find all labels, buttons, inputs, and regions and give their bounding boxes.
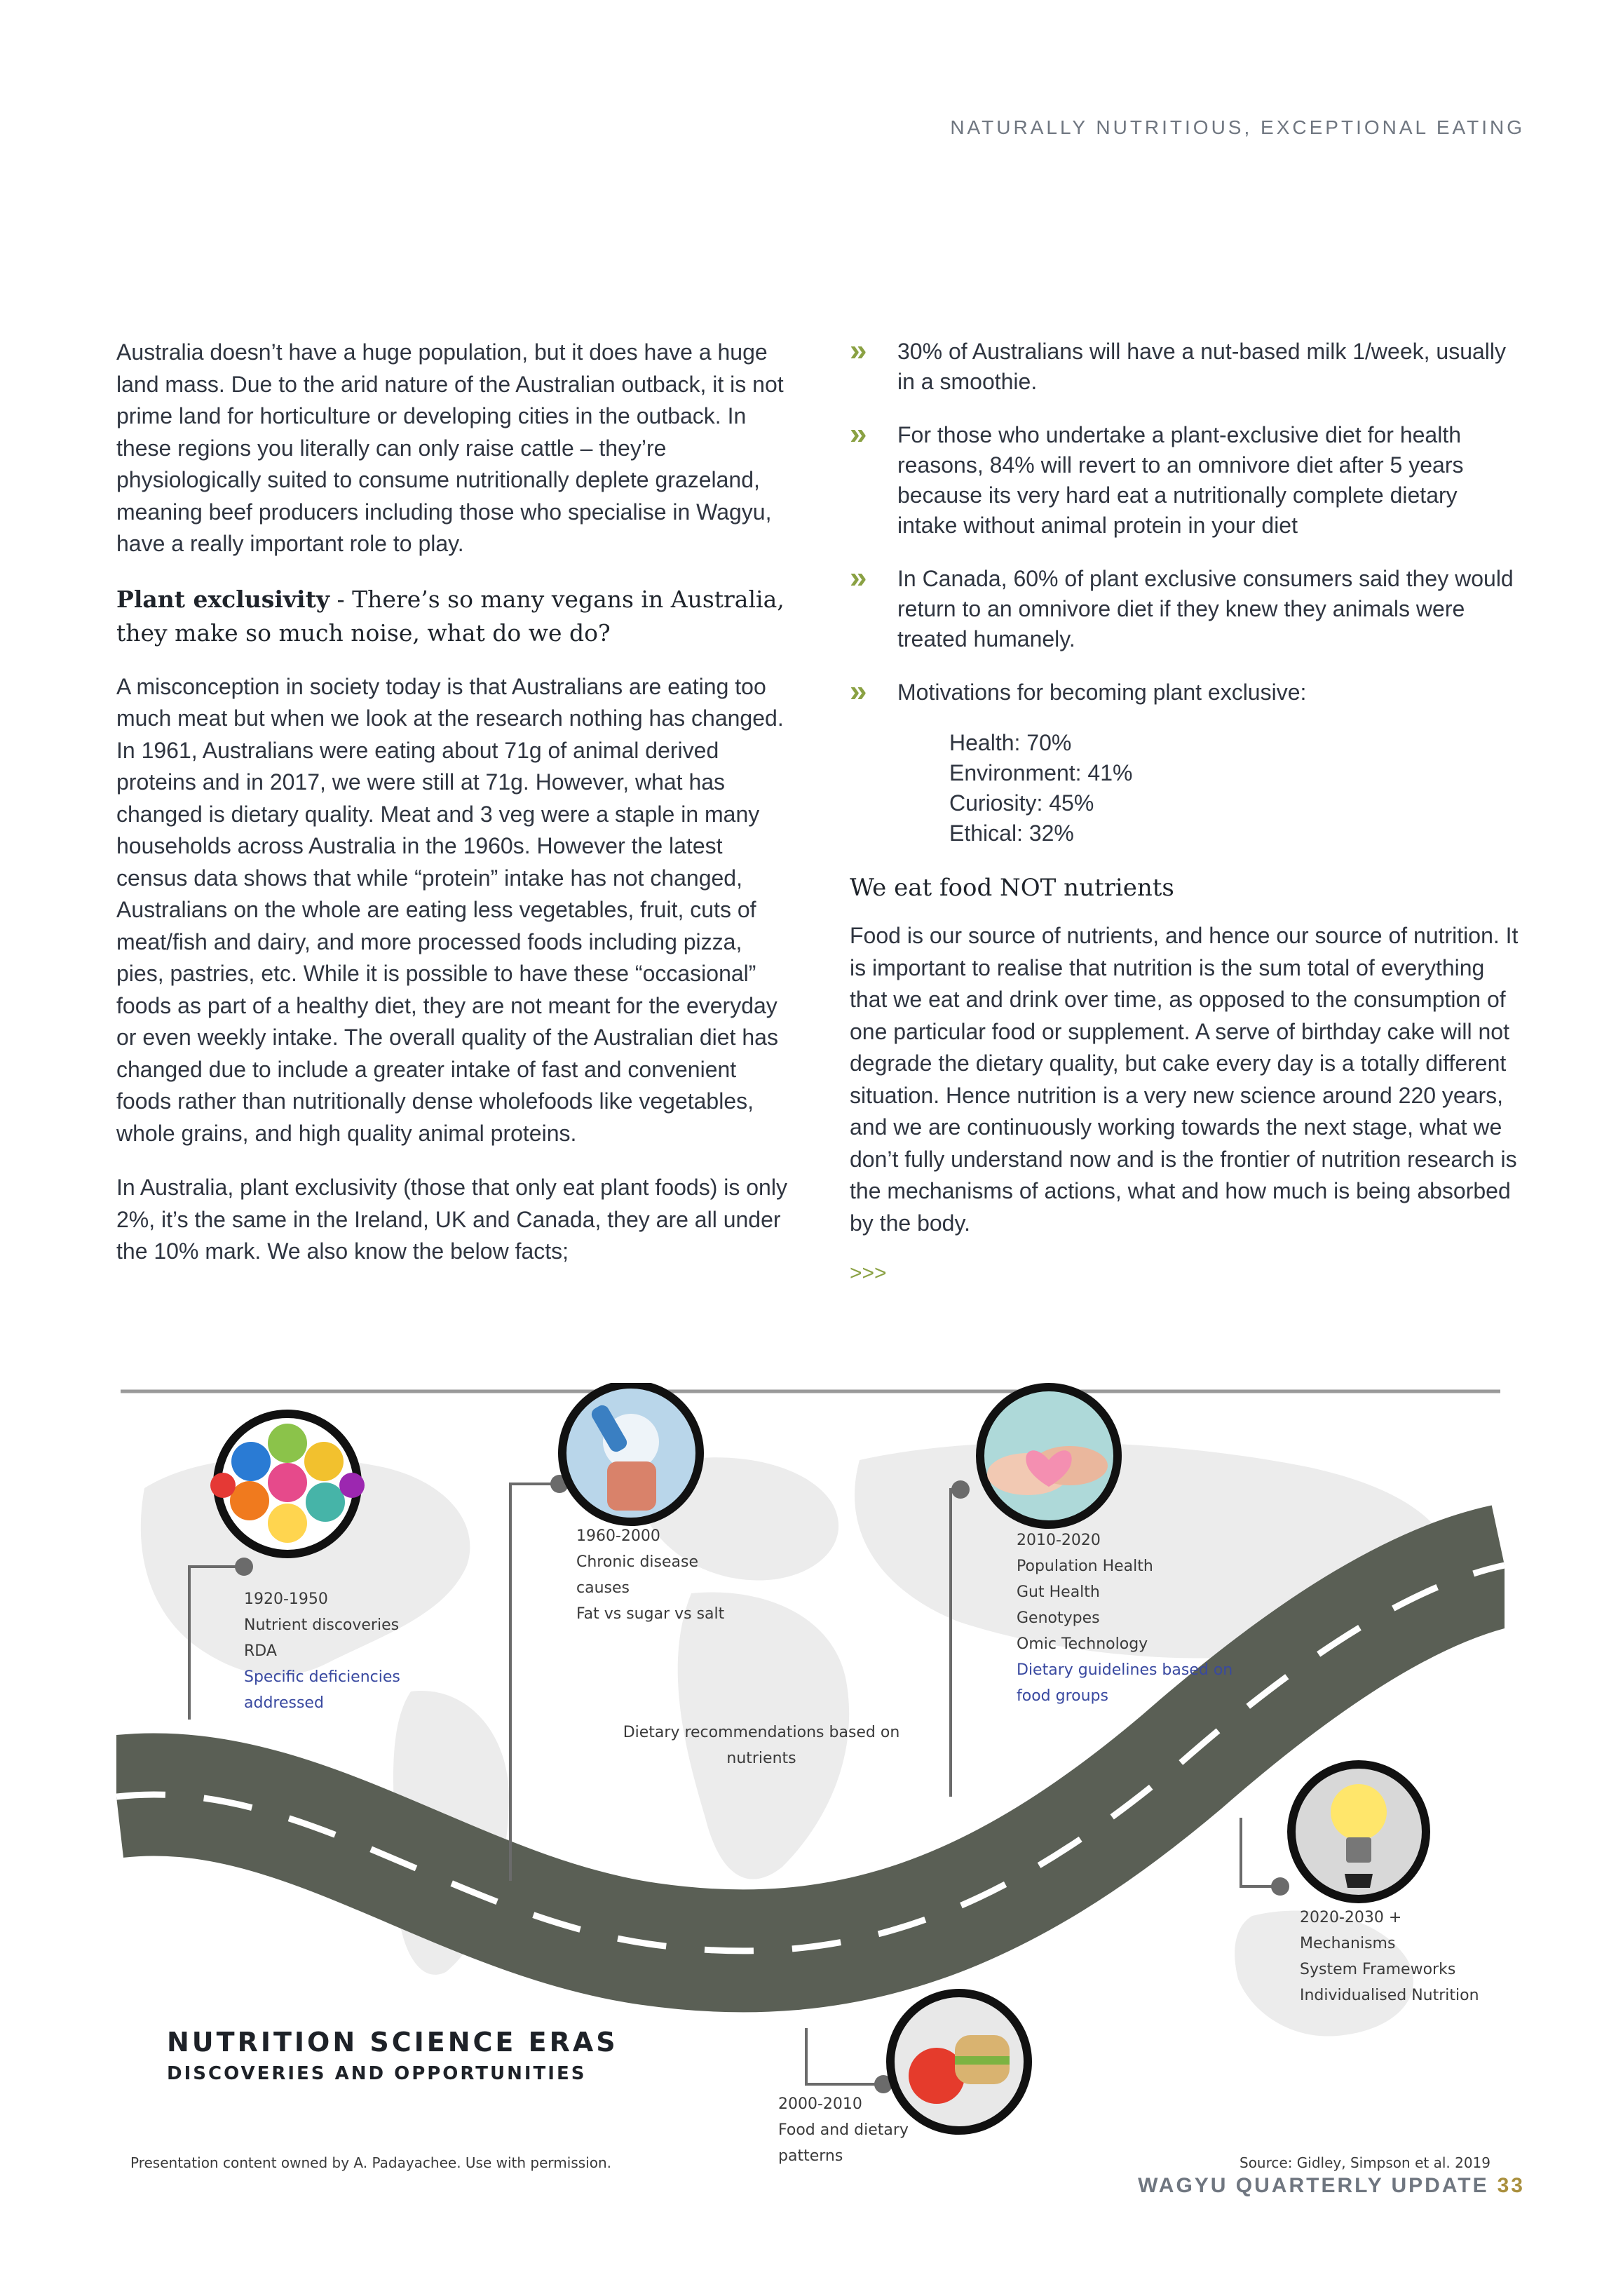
footer-title: WAGYU QUARTERLY UPDATE (1138, 2174, 1489, 2197)
page-footer (1138, 2174, 1525, 2198)
subhead-rest: - There’s so many vegans in Australia, they make so much noise, what do we do? (116, 585, 785, 647)
motivations-list (949, 728, 1521, 849)
era-1960-2000: 1960-2000 Chronic disease causes Fat vs sugar vs salt (576, 1527, 725, 1623)
list-item: » In Canada, 60% of plant exclusive consumers said they would return to an omnivore diet if they knew they animals were treated humanely. (850, 560, 1514, 651)
motivation-curiosity: Curiosity: 45% (949, 790, 1094, 816)
plant-exclusivity-subhead (116, 583, 791, 650)
subhead-bold: Plant exclusivity (116, 585, 330, 613)
motivation-ethical: Ethical: 32% (949, 821, 1074, 846)
infographic-subtitle: DISCOVERIES AND OPPORTUNITIES (167, 2063, 587, 2084)
motivation-environment: Environment: 41% (949, 760, 1133, 785)
food-not-nutrients-heading: We eat food NOT nutrients (850, 874, 1174, 902)
facts-list (850, 333, 1521, 708)
hands-heart-photo-icon (980, 1387, 1118, 1525)
chevron-icon: » (850, 417, 867, 451)
page-number: 33 (1497, 2174, 1525, 2197)
continue-marker: >>> (850, 1262, 887, 1285)
left-column (116, 337, 791, 1290)
nutrition-eras-infographic (116, 1383, 1505, 2172)
food-photo-icon (890, 1993, 1028, 2130)
lightbulb-photo-icon (1291, 1764, 1426, 1899)
list-item: » For those who undertake a plant-exclusive diet for health reasons, 84% will revert to an omnivore diet after 5 years because its very hard eat a nutritionally complete dietary intake without animal protein in your diet (850, 417, 1464, 538)
infographic-title: NUTRITION SCIENCE ERAS (167, 2027, 618, 2058)
right-column (850, 333, 1521, 1285)
era-1920-1950: 1920-1950 Nutrient discoveries RDA Specific deficiencies addressed (244, 1591, 400, 1712)
chevron-icon: » (850, 560, 867, 595)
doctor-photo-icon (562, 1384, 700, 1522)
vitamins-photo-icon (210, 1414, 365, 1554)
running-header: NATURALLY NUTRITIOUS, EXCEPTIONAL EATING (950, 116, 1525, 138)
food-paragraph: Food is our source of nutrients, and hence our source of nutrition. It is important to realise that nutrition is the sum total of everything that we eat and drink over time, as opposed to the consumption of one particular food or supplement. A serve of birthday cake will not degrade the dietary quality, but cake every day is a totally different situation. Hence nutrition is a very new science around 220 years, and we are continuously working towards the next stage, what we don’t fully understand now and is the frontier of nutrition research is the mechanisms of actions, what and how much is being absorbed by the body. (850, 923, 1519, 1236)
center-note: Dietary recommendations based on nutrients (623, 1724, 900, 1767)
chevron-icon: » (850, 333, 867, 367)
era-2010-2020: 2010-2020 Population Health Gut Health Genotypes Omic Technology Dietary guidelines based on food groups (1017, 1532, 1233, 1705)
motivation-health: Health: 70% (949, 730, 1072, 755)
era-2000-2010: 2000-2010 Food and dietary patterns (778, 2095, 909, 2165)
credit-right: Source: Gidley, Simpson et al. 2019 (1240, 2154, 1490, 2171)
chevron-icon: » (850, 674, 867, 708)
misconception-paragraph: A misconception in society today is that Australians are eating too much meat but when we look at the research nothing has changed. In 1961, Australians were eating about 71g of animal derived proteins and in 2017, we were still at 71g. However, what has changed is dietary quality. Meat and 3 veg were a staple in many households across Australia in the 1960s. However the latest census data shows that while “protein” intake has not changed, Australians on the whole are eating less vegetables, fruit, cuts of meat/fish and dairy, and more processed foods including pizza, pies, pastries, etc. While it is possible to have these “occasional” foods as part of a healthy diet, they are not meant for the everyday or even weekly intake. The overall quality of the Australian diet has changed due to include a greater intake of fast and convenient foods rather than nutritionally dense wholefoods like vegetables, whole grains, and high quality animal proteins. (116, 673, 784, 1146)
list-item: » 30% of Australians will have a nut-based milk 1/week, usually in a smoothie. (850, 333, 1506, 394)
credit-left: Presentation content owned by A. Padayachee. Use with permission. (130, 2154, 611, 2171)
era-2020-2030: 2020-2030 + Mechanisms System Frameworks Individualised Nutrition (1300, 1909, 1479, 2004)
intro-paragraph: Australia doesn’t have a huge population, but it does have a huge land mass. Due to the arid nature of the Australian outback, it is not prime land for horticulture or developing cities in the outback. In these regions you literally can only raise cattle – they’re physiologically suited to consume nutritionally deplete grazeland, meaning beef producers including those who specialise in Wagyu, have a really important role to play. (116, 339, 784, 556)
list-item: » Motivations for becoming plant exclusive: (850, 674, 1307, 708)
plant-exclusivity-paragraph: In Australia, plant exclusivity (those that only eat plant foods) is only 2%, it’s the same in the Ireland, UK and Canada, they are all under the 10% mark. We also know the below facts; (116, 1175, 787, 1264)
